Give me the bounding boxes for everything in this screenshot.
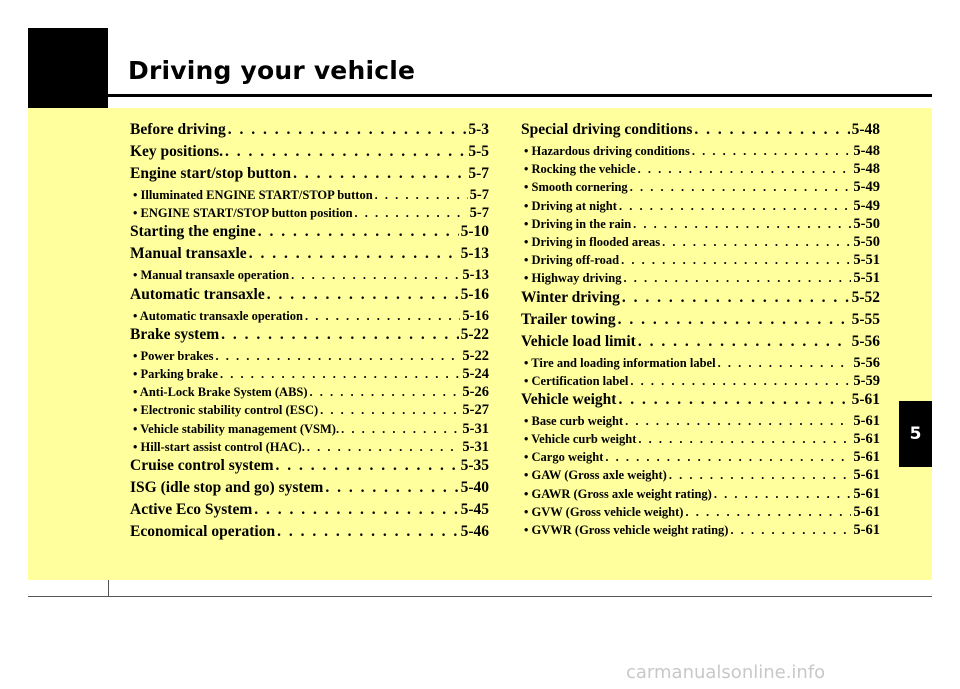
toc-entry[interactable] — [521, 391, 880, 413]
toc-leader-dots — [633, 217, 851, 232]
toc-leader-dots — [621, 253, 851, 268]
watermark: carmanualsonline.info — [626, 662, 826, 683]
toc-entry-label: • Driving in the rain — [524, 216, 632, 231]
toc-entry-label: Trailer towing — [521, 310, 616, 328]
toc-entry[interactable] — [130, 523, 489, 545]
toc-page-number: 5-26 — [462, 384, 489, 401]
toc-page-number: 5-40 — [460, 478, 489, 496]
toc-subentry[interactable] — [521, 179, 880, 197]
toc-entry-label: • Illuminated ENGINE START/STOP button — [133, 188, 373, 202]
toc-entry[interactable] — [130, 223, 489, 245]
toc-leader-dots — [623, 271, 851, 286]
toc-subentry[interactable] — [521, 413, 880, 431]
toc-entry-label: • Smooth cornering — [524, 180, 628, 195]
toc-subentry[interactable] — [130, 187, 489, 205]
toc-leader-dots — [618, 311, 850, 329]
toc-leader-dots — [249, 245, 459, 263]
toc-subentry[interactable] — [521, 486, 880, 504]
toc-page-number: 5-22 — [462, 347, 489, 364]
toc-entry-label: Before driving — [130, 121, 226, 138]
toc-subentry[interactable] — [521, 198, 880, 216]
toc-subentry[interactable] — [521, 216, 880, 234]
toc-entry-label: • Automatic transaxle operation — [133, 308, 303, 323]
toc-entry-label: • Cargo weight — [524, 450, 604, 465]
toc-entry-label: • Vehicle curb weight — [524, 432, 637, 447]
toc-subentry[interactable] — [130, 308, 489, 326]
toc-entry-label: Starting the engine — [130, 223, 256, 241]
toc-page-number: 5-55 — [851, 310, 880, 328]
toc-page-number: 5-5 — [468, 143, 489, 160]
toc-entry-label: • Driving at night — [524, 198, 617, 213]
toc-leader-dots — [685, 505, 851, 520]
toc-subentry[interactable] — [521, 522, 880, 540]
toc-leader-dots — [669, 468, 852, 483]
toc-subentry[interactable] — [521, 467, 880, 485]
toc-page-number: 5-31 — [462, 438, 489, 455]
toc-entry[interactable] — [130, 457, 489, 479]
toc-leader-dots — [221, 326, 458, 344]
toc-page-number: 5-50 — [853, 215, 880, 232]
toc-entry[interactable] — [130, 143, 489, 165]
toc-leader-dots — [225, 143, 466, 161]
toc-entry-label: • Base curb weight — [524, 413, 624, 428]
toc-page-number: 5-31 — [462, 420, 489, 437]
toc-entry-label: • GAWR (Gross axle weight rating) — [524, 486, 712, 501]
toc-entry[interactable] — [130, 121, 489, 143]
toc-subentry[interactable] — [521, 143, 880, 161]
toc-entry-label: • Hazardous driving conditions — [524, 144, 690, 158]
toc-page-number: 5-7 — [469, 187, 489, 203]
toc-page-number: 5-59 — [853, 372, 880, 389]
toc-leader-dots — [228, 121, 467, 139]
toc-leader-dots — [216, 349, 461, 364]
toc-leader-dots — [305, 309, 460, 324]
toc-entry-label: • Anti-Lock Brake System (ABS) — [133, 385, 308, 400]
toc-page-number: 5-56 — [851, 332, 880, 350]
toc-entry-label: Special driving conditions — [521, 121, 693, 138]
toc-page-number: 5-7 — [468, 165, 489, 182]
toc-leader-dots — [714, 487, 852, 502]
toc-page-number: 5-13 — [460, 245, 489, 263]
toc-entry-label: Active Eco System — [130, 500, 253, 518]
toc-entry[interactable] — [521, 121, 880, 143]
toc-entry-label: • Driving off-road — [524, 253, 620, 268]
toc-subentry[interactable] — [521, 355, 880, 373]
toc-entry-label: Winter driving — [521, 288, 620, 306]
toc-page-number: 5-7 — [469, 205, 489, 222]
toc-subentry[interactable] — [130, 205, 489, 223]
toc-leader-dots — [307, 440, 461, 455]
chapter-tab[interactable]: 5 — [899, 401, 932, 467]
toc-entry[interactable] — [130, 479, 489, 501]
toc-page-number: 5-52 — [851, 288, 880, 306]
toc-leader-dots — [730, 523, 851, 538]
toc-subentry[interactable] — [130, 402, 489, 420]
toc-leader-dots — [375, 188, 468, 203]
toc-entry-label: • GVWR (Gross vehicle weight rating) — [524, 523, 729, 537]
toc-page-number: 5-61 — [853, 431, 880, 448]
toc-page-number: 5-49 — [853, 179, 880, 196]
toc-entry-label: Brake system — [130, 325, 220, 343]
toc-entry-label: • Manual transaxle operation — [133, 268, 290, 283]
toc-leader-dots — [692, 144, 852, 159]
toc-entry[interactable] — [130, 286, 489, 308]
toc-page-number: 5-61 — [853, 522, 880, 538]
toc-leader-dots — [220, 367, 460, 382]
toc-page-number: 5-61 — [853, 485, 880, 502]
toc-entry-label: • Tire and loading information label — [524, 355, 716, 370]
toc-leader-dots — [638, 432, 851, 447]
toc-page-number: 5-50 — [853, 233, 880, 250]
toc-leader-dots — [638, 333, 850, 351]
title-divider — [108, 94, 932, 97]
toc-entry-label: • Electronic stability control (ESC) — [133, 403, 319, 418]
toc-subentry[interactable] — [521, 504, 880, 522]
toc-page-number: 5-35 — [460, 456, 489, 474]
toc-page-number: 5-24 — [462, 365, 489, 382]
toc-subentry[interactable] — [130, 439, 489, 457]
toc-subentry[interactable] — [521, 449, 880, 467]
toc-page-number: 5-49 — [853, 197, 880, 214]
toc-leader-dots — [638, 162, 852, 177]
toc-page-number: 5-3 — [468, 121, 489, 138]
toc-subentry[interactable] — [130, 348, 489, 366]
toc-leader-dots — [630, 374, 851, 389]
toc-leader-dots — [276, 457, 459, 475]
toc-subentry[interactable] — [130, 366, 489, 384]
toc-entry[interactable] — [521, 333, 880, 355]
toc-page-number: 5-48 — [853, 161, 880, 178]
toc-entry-label: • Power brakes — [133, 348, 214, 363]
toc-page-number: 5-22 — [460, 325, 489, 343]
toc-subentry[interactable] — [521, 431, 880, 449]
toc-entry-label: • Parking brake — [133, 366, 218, 381]
page-title: Driving your vehicle — [128, 56, 416, 85]
toc-leader-dots — [618, 391, 849, 409]
corner-block — [28, 28, 108, 108]
toc-leader-dots — [718, 356, 852, 371]
toc-entry-label: • Certification label — [524, 373, 629, 388]
margin-divider — [108, 580, 109, 596]
toc-page-number: 5-51 — [853, 252, 880, 269]
toc-entry-label: Vehicle load limit — [521, 332, 636, 350]
toc-page-number: 5-61 — [851, 390, 880, 408]
toc-page-number: 5-45 — [460, 500, 489, 518]
toc-page-number: 5-61 — [853, 467, 880, 484]
toc-leader-dots — [341, 422, 460, 437]
toc-entry-label: • GAW (Gross axle weight) — [524, 468, 667, 483]
toc-subentry[interactable] — [521, 373, 880, 391]
toc-page-number: 5-61 — [853, 449, 880, 466]
toc-entry-label: • Vehicle stability management (VSM). — [133, 421, 340, 436]
toc-subentry[interactable] — [521, 161, 880, 179]
toc-entry[interactable] — [130, 165, 489, 187]
toc-entry-label: • Highway driving — [524, 271, 622, 286]
toc-entry-label: • GVW (Gross vehicle weight) — [524, 504, 684, 519]
toc-leader-dots — [622, 289, 850, 307]
toc-page-number: 5-56 — [853, 354, 880, 371]
toc-page-number: 5-46 — [460, 522, 489, 540]
toc-entry-label: Economical operation — [130, 522, 276, 540]
toc-entry[interactable] — [521, 311, 880, 333]
toc-subentry[interactable] — [130, 267, 489, 285]
toc-page-number: 5-51 — [853, 270, 880, 287]
toc-leader-dots — [694, 121, 849, 139]
toc-subentry[interactable] — [130, 421, 489, 439]
toc-leader-dots — [254, 501, 458, 519]
toc-entry[interactable] — [130, 245, 489, 267]
toc-page-number: 5-61 — [853, 503, 880, 520]
toc-entry[interactable] — [130, 326, 489, 348]
toc-entry-label: ISG (idle stop and go) system — [130, 478, 324, 496]
toc-entry-label: • Hill-start assist control (HAC). — [133, 439, 305, 454]
toc-entry-label: • Driving in flooded areas — [524, 234, 661, 249]
toc-subentry[interactable] — [521, 270, 880, 288]
toc-entry[interactable] — [521, 289, 880, 311]
toc-page-number: 5-48 — [851, 121, 880, 138]
toc-leader-dots — [325, 479, 458, 497]
toc-entry-label: Vehicle weight — [521, 390, 617, 408]
toc-subentry[interactable] — [130, 384, 489, 402]
toc-page-number: 5-10 — [460, 223, 489, 241]
toc-leader-dots — [310, 385, 461, 400]
toc-page-number: 5-27 — [462, 402, 489, 419]
toc-entry-label: Engine start/stop button — [130, 165, 292, 182]
toc-leader-dots — [291, 268, 460, 283]
toc-column-right — [521, 121, 880, 540]
toc-entry-label: • Rocking the vehicle — [524, 162, 636, 177]
toc-entry-label: Key positions. — [130, 143, 224, 160]
toc-leader-dots — [293, 165, 466, 183]
toc-leader-dots — [320, 403, 460, 418]
toc-subentry[interactable] — [521, 234, 880, 252]
toc-entry-label: Cruise control system — [130, 456, 274, 474]
toc-page-number: 5-61 — [853, 412, 880, 429]
toc-leader-dots — [267, 286, 459, 304]
toc-leader-dots — [605, 450, 851, 465]
toc-entry-label: Manual transaxle — [130, 245, 247, 263]
toc-entry[interactable] — [130, 501, 489, 523]
toc-page-number: 5-16 — [462, 307, 489, 324]
toc-entry-label: • ENGINE START/STOP button position — [133, 206, 353, 221]
bottom-divider — [28, 596, 932, 597]
toc-leader-dots — [619, 199, 851, 214]
toc-column-left — [130, 121, 489, 545]
toc-page-number: 5-16 — [460, 285, 489, 303]
toc-leader-dots — [662, 235, 851, 250]
toc-leader-dots — [258, 223, 459, 241]
toc-leader-dots — [355, 206, 468, 221]
toc-page-number: 5-13 — [462, 267, 489, 284]
toc-subentry[interactable] — [521, 252, 880, 270]
toc-leader-dots — [630, 180, 852, 195]
toc-page-number: 5-48 — [853, 143, 880, 159]
toc-leader-dots — [277, 523, 458, 541]
toc-entry-label: Automatic transaxle — [130, 285, 265, 303]
toc-leader-dots — [625, 414, 851, 429]
